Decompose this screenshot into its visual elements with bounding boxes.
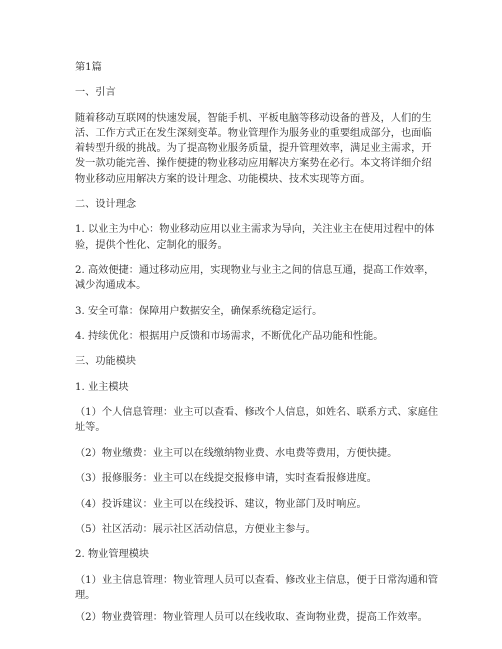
part-title: 第1篇 [75,62,102,73]
paragraph: 3. 安全可靠：保障用户数据安全，确保系统稳定运行。 [75,305,323,317]
list-item: （1）个人信息管理：业主可以查看、修改个人信息，如姓名、联系方式、家庭住址等。 [75,407,439,434]
subheading: 1. 业主模块 [75,381,129,393]
paragraph: 2. 高效便捷：通过移动应用，实现物业与业主之间的信息互通，提高工作效率，减少沟通成本。 [75,264,435,292]
list-item: （1）业主信息管理：物业管理人员可以查看、修改业主信息，便于日常沟通和管理。 [75,574,439,601]
list-item: （4）投诉建议：业主可以在线投诉、建议，物业部门及时响应。 [75,498,367,510]
subheading: 2. 物业管理模块 [75,549,150,561]
section-heading-design: 二、设计理念 [75,198,137,210]
list-item: （3）报修服务：业主可以在线提交报修申请，实时查看报修进度。 [75,473,377,485]
section-heading-modules: 三、功能模块 [75,356,137,368]
list-item: （2）物业费管理：物业管理人员可以在线收取、查询物业费，提高工作效率。 [75,612,428,624]
paragraph: 4. 持续优化：根据用户反馈和市场需求，不断优化产品功能和性能。 [75,330,384,342]
section-heading-intro: 一、引言 [75,87,116,99]
list-item: （5）社区活动：展示社区活动信息，方便业主参与。 [75,523,316,535]
document-page [75,58,440,625]
paragraph: 1. 以业主为中心：物业移动应用以业主需求为导向，关注业主在使用过程中的体验，提供个性化、定制化的服务。 [75,224,435,251]
paragraph: 随着移动互联网的快速发展，智能手机、平板电脑等移动设备的普及，人们的生活、工作方式正在发生深刻变革。物业管理作为服务业的重要组成部分，也面临着转型升级的挑战。为了提高物业服务质量，提升管理效率，满足业主需求，开发一款功能完善、操作便捷的物业移动应用解决方案势在必行。本文将详细介绍物业移动应用解决方案的设计理念、功能模块、技术实现等方面。 [75,112,432,185]
list-item: （2）物业缴费：业主可以在线缴纳物业费、水电费等费用，方便快捷。 [75,447,398,459]
